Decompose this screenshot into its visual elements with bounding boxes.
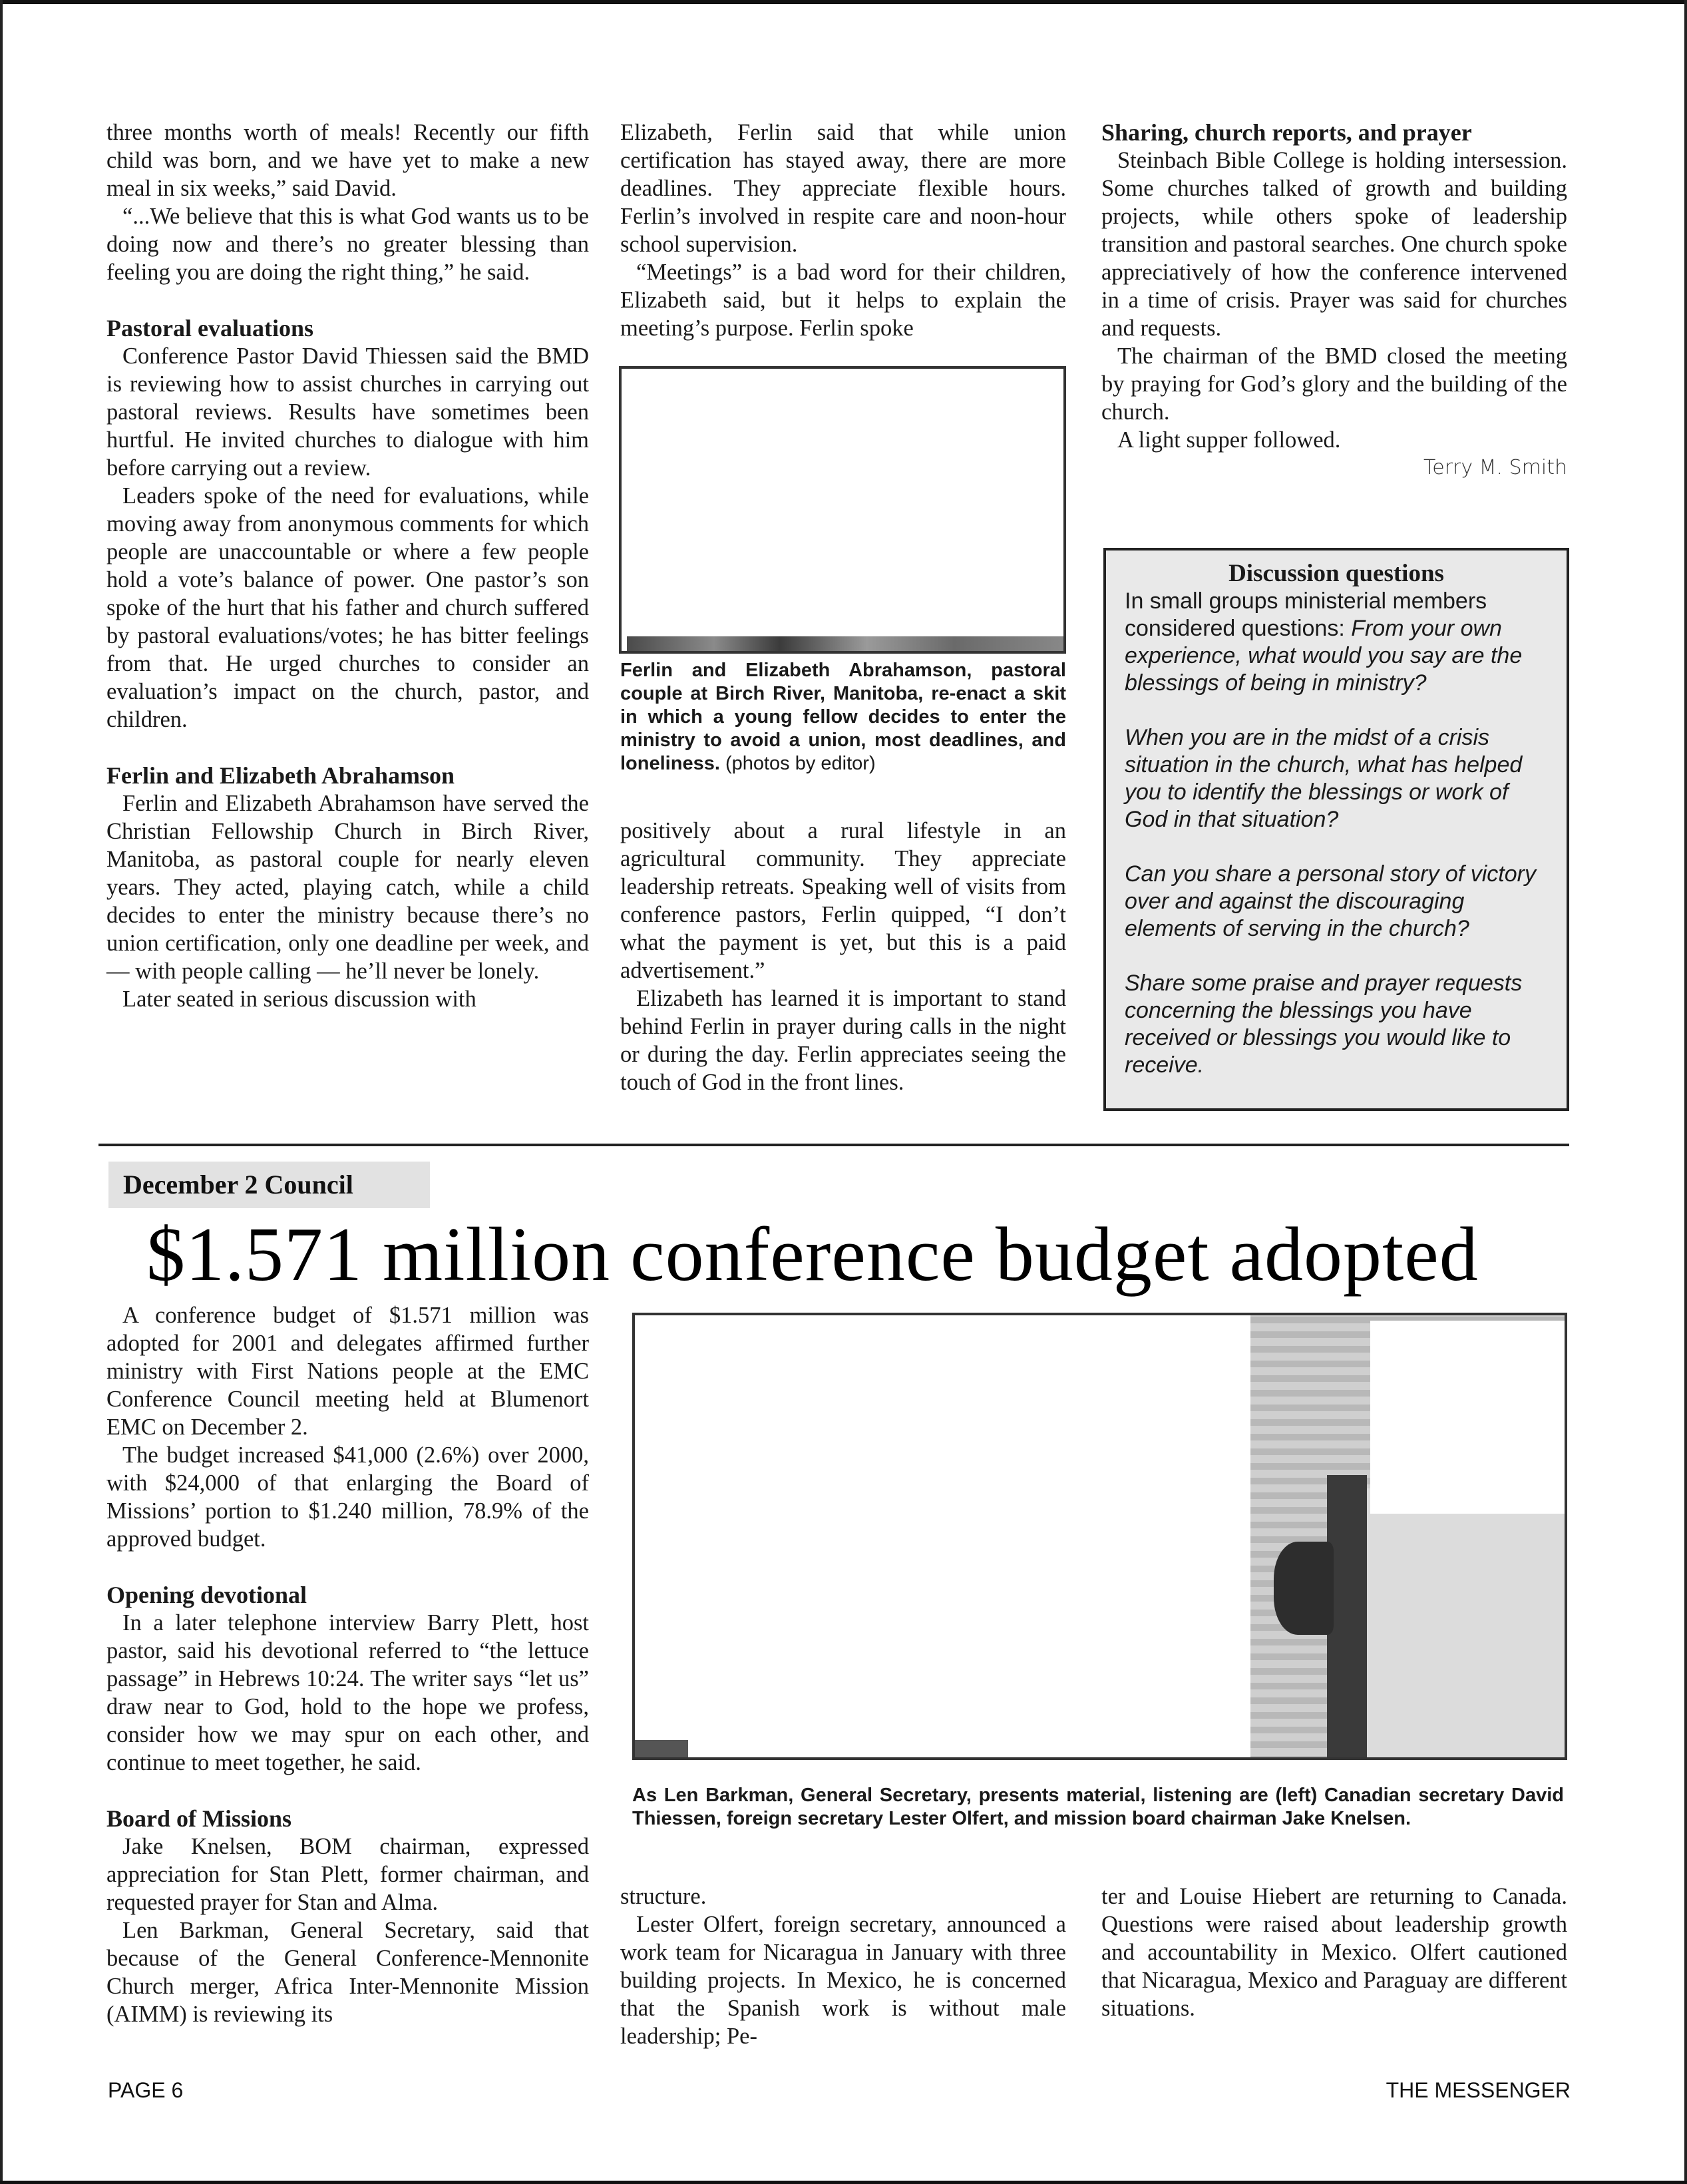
page-edge-top	[0, 0, 1687, 4]
article-column-1	[106, 118, 589, 1013]
question-text: When you are in the midst of a crisis situation in the church, what has helped you to identify the blessings or work of God in that situation?	[1125, 725, 1523, 832]
photo-plant	[1274, 1542, 1334, 1635]
box-intro: In small groups ministerial members considered questions:	[1125, 588, 1487, 641]
paragraph: In a later telephone interview Barry Plett, host pastor, said his devotional referred to “the lettuce passage” in Hebrews 10:24. The writer says “let us” draw near to God, hold to the hope we profess, consider how we may spur on each other, and continue to meet together, he said.	[106, 1610, 589, 1775]
photo-council-meeting	[632, 1313, 1567, 1760]
section-heading-ferlin-elizabeth: Ferlin and Elizabeth Abrahamson	[106, 762, 455, 789]
paragraph: The chairman of the BMD closed the meeting by praying for God’s glory and the building of the church.	[1101, 343, 1567, 425]
box-question-1	[1125, 588, 1548, 697]
photo-abrahamson-skit	[619, 366, 1066, 654]
photo-blank-region	[1370, 1321, 1567, 1514]
question-text: Can you share a personal story of victory over and against the discouraging elements of serving in the church?	[1125, 861, 1536, 941]
photo-caption-council: As Len Barkman, General Secretary, presents material, listening are (left) Canadian secretary David Thiessen, foreign secretary Lester Olfert, and mission board chairman Jake Knelsen.	[632, 1785, 1564, 1829]
discussion-questions-box	[1103, 548, 1569, 1111]
box-title: Discussion questions	[1228, 560, 1444, 587]
section-kicker	[108, 1162, 430, 1208]
section-divider	[98, 1144, 1569, 1146]
box-question-4	[1125, 970, 1548, 1079]
page-edge-right	[1684, 0, 1687, 2184]
box-question-2	[1125, 724, 1548, 833]
paragraph: Later seated in serious discussion with	[122, 986, 476, 1012]
article-column-2	[620, 118, 1066, 342]
page-edge-bottom	[0, 2181, 1687, 2184]
question-text: From your own experience, what would you say are the blessings of being in ministry?	[1125, 616, 1523, 696]
section-heading-opening-devotional: Opening devotional	[106, 1582, 307, 1608]
paragraph: A light supper followed.	[1117, 427, 1341, 453]
section-heading-sharing: Sharing, church reports, and prayer	[1101, 119, 1472, 146]
paragraph: The budget increased $41,000 (2.6%) over 2000, with $24,000 of that enlarging the Board of Missions’ portion to $1.240 million, 78.9% of the approved budget.	[106, 1442, 589, 1552]
paragraph: “Meetings” is a bad word for their children, Elizabeth said, but it helps to explain the meeting’s purpose. Ferlin spoke	[620, 260, 1066, 341]
paragraph: positively about a rural lifestyle in an agricultural community. They appreciate leadership retreats. Speaking well of visits from conference pastors, Ferlin quipped, “I don’t what the payment is yet, but this is a paid advertisement.”	[620, 818, 1066, 983]
paragraph: Elizabeth has learned it is important to stand behind Ferlin in prayer during calls in the night or during the day. Ferlin appreciates seeing the touch of God in the front lines.	[620, 986, 1066, 1095]
article-headline: $1.571 million conference budget adopted	[146, 1212, 1479, 1297]
paragraph: Ferlin and Elizabeth Abrahamson have served the Christian Fellowship Church in Birch River, Manitoba, as pastoral couple for nearly eleven years. They acted, playing catch, while a child decides to enter the ministry because there’s no union certification, only one deadline per week, and — with people calling — he’ll never be lonely.	[106, 791, 589, 984]
photo-blank-region	[635, 1315, 1247, 1760]
photo-wall-panel	[1354, 1488, 1567, 1760]
caption-text: Ferlin and Elizabeth Abrahamson, pastoral couple at Birch River, Manitoba, re-enact a skit in which a young fellow decides to enter the ministry to avoid a union, most deadlines, and loneliness.	[620, 660, 1066, 774]
budget-column-1	[106, 1301, 589, 2028]
paragraph: “...We believe that this is what God wants us to be doing now and there’s no greater blessing than feeling you are doing the right thing,” he said.	[106, 204, 589, 285]
section-heading-pastoral-evaluations: Pastoral evaluations	[106, 315, 313, 341]
budget-column-3	[1101, 1882, 1567, 2022]
section-heading-board-of-missions: Board of Missions	[106, 1805, 292, 1832]
paragraph: three months worth of meals! Recently our fifth child was born, and we have yet to make a new meal in six weeks,” said David.	[106, 120, 589, 201]
photo-fragment	[635, 1740, 688, 1757]
paragraph: Leaders spoke of the need for evaluations, while moving away from anonymous comments for which people are unaccountable or where a few people hold a vote’s balance of power. One pastor’s son spoke of the hurt that his father and church suffered by pastoral evaluations/votes; he has bitter feelings from that. He urged churches to consider an evaluation’s impact on the church, pastor, and children.	[106, 483, 589, 732]
publication-name: THE MESSENGER	[1386, 2078, 1571, 2102]
paragraph: ter and Louise Hiebert are returning to Canada. Questions were raised about leadership growth and accountability in Mexico. Olfert cautioned that Nicaragua, Mexico and Paraguay are different situations.	[1101, 1884, 1567, 2021]
paragraph: Conference Pastor David Thiessen said the BMD is reviewing how to assist churches in carrying out pastoral reviews. Results have sometimes been hurtful. He invited churches to dialogue with him before carrying out a review.	[106, 343, 589, 481]
paragraph: Len Barkman, General Secretary, said that because of the General Conference-Mennonite Church merger, Africa Inter-Mennonite Mission (AIMM) is reviewing its	[106, 1918, 589, 2027]
question-text: Share some praise and prayer requests concerning the blessings you have received or blessings you would like to receive.	[1125, 971, 1523, 1078]
paragraph: A conference budget of $1.571 million was adopted for 2001 and delegates affirmed further ministry with First Nations people at the EMC Conference Council meeting held at Blumenort EMC on December 2.	[106, 1303, 589, 1440]
paragraph: Lester Olfert, foreign secretary, announced a work team for Nicaragua in January with three building projects. In Mexico, he is concerned that the Spanish work is without male leadership; Pe-	[620, 1912, 1066, 2049]
paragraph: Elizabeth, Ferlin said that while union certification has stayed away, there are more deadlines. They appreciate flexible hours. Ferlin’s involved in respite care and noon-hour school supervision.	[620, 120, 1066, 257]
paragraph: Steinbach Bible College is holding intersession. Some churches talked of growth and building projects, while others spoke of leadership transition and pastoral searches. One church spoke appreciatively of how the conference intervened in a time of crisis. Prayer was said for churches and requests.	[1101, 148, 1567, 341]
paragraph: structure.	[620, 1884, 707, 1909]
photo-strip	[627, 636, 1063, 651]
photo-credit: (photos by editor)	[725, 753, 876, 774]
article-column-3	[1101, 118, 1567, 482]
budget-column-2	[620, 1882, 1066, 2050]
box-question-3	[1125, 861, 1548, 943]
article-column-2-continued	[620, 817, 1066, 1096]
page-edge-left	[0, 0, 3, 2184]
byline: Terry M. Smith	[1423, 456, 1567, 479]
kicker-text: December 2 Council	[123, 1170, 353, 1200]
paragraph: Jake Knelsen, BOM chairman, expressed appreciation for Stan Plett, former chairman, and requested prayer for Stan and Alma.	[106, 1834, 589, 1915]
photo-caption-abrahamson	[620, 659, 1066, 775]
page-number: PAGE 6	[108, 2078, 184, 2102]
